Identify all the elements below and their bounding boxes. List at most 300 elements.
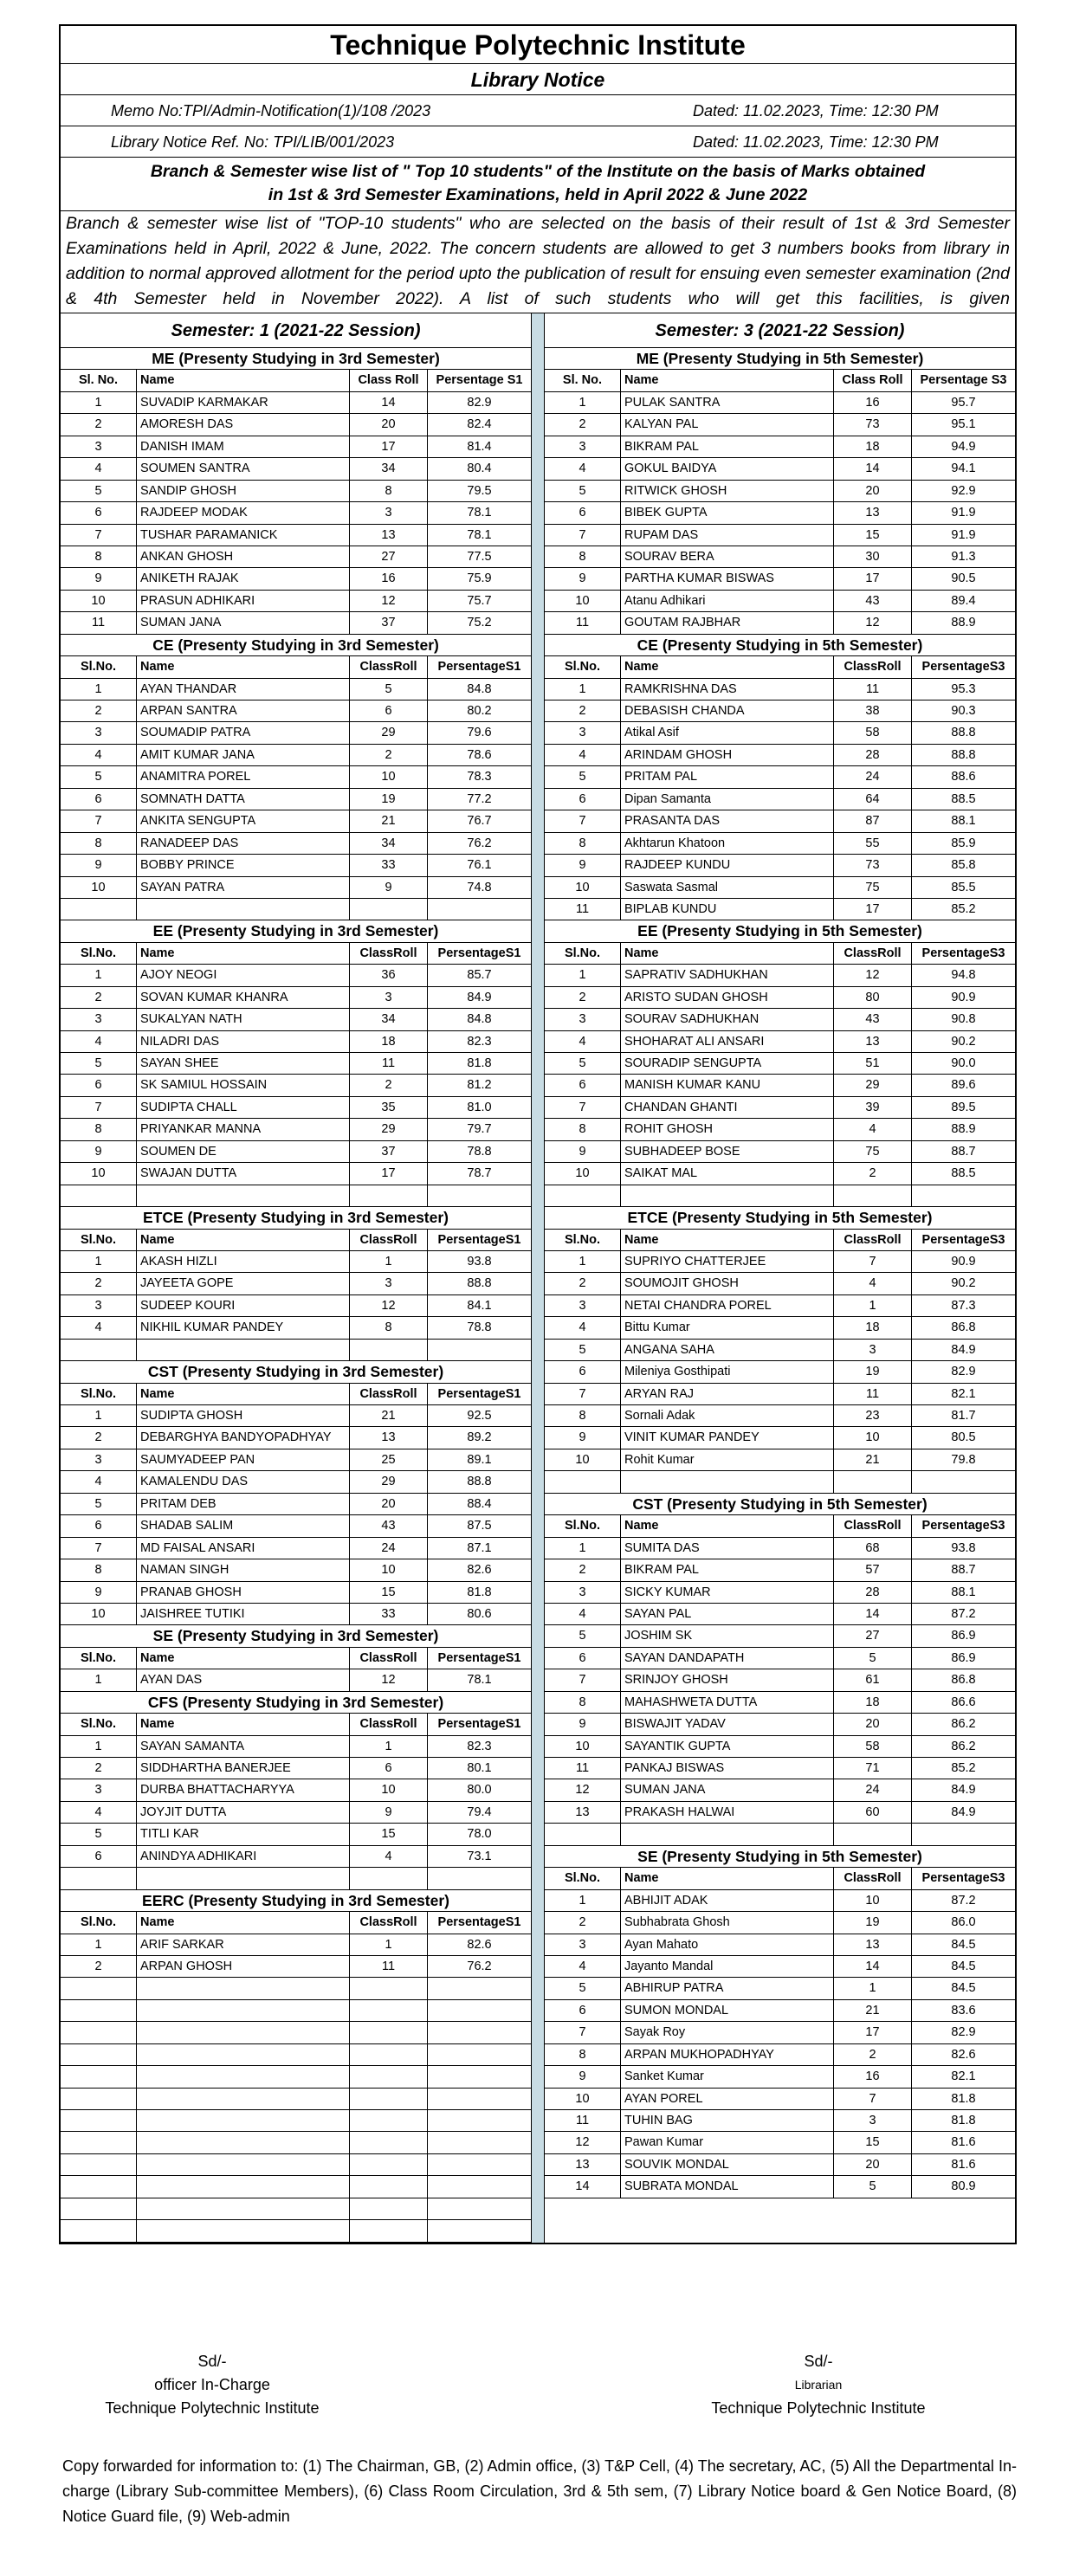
- serial-cell: 3: [545, 1582, 621, 1603]
- serial-cell: 2: [61, 1427, 137, 1448]
- branch-section-title: [545, 920, 1015, 942]
- table-header-row: [61, 1912, 531, 1934]
- percentage-cell: 77.5: [467, 549, 492, 564]
- ref-date: Dated: 11.02.2023, Time: 12:30 PM: [693, 133, 939, 151]
- serial-cell: 3: [61, 1449, 137, 1470]
- name-cell: JOSHIM SK: [621, 1625, 834, 1646]
- table-row: [545, 392, 1015, 414]
- class-roll-cell: 17: [834, 899, 912, 920]
- table-row: [545, 679, 1015, 700]
- serial-cell: 1: [545, 1538, 621, 1559]
- name-cell: SAUMYADEEP PAN: [137, 1449, 350, 1470]
- table-row: [545, 1163, 1015, 1185]
- percentage-cell: 84.1: [467, 1298, 492, 1313]
- serial-cell: 1: [61, 965, 137, 985]
- table-row: [545, 877, 1015, 899]
- name-cell: BOBBY PRINCE: [137, 855, 350, 875]
- percentage-cell: [428, 2089, 531, 2109]
- name-cell: Name: [621, 370, 834, 391]
- serial-cell: 1: [61, 1736, 137, 1757]
- class-roll-cell: 13: [834, 1934, 912, 1955]
- percentage-cell: 74.8: [467, 880, 492, 894]
- table-header-row: [545, 943, 1015, 965]
- serial-cell: 2: [61, 1273, 137, 1294]
- session-title-left: Semester: 1 (2021-22 Session): [61, 313, 531, 348]
- percentage-cell: [912, 1824, 1015, 1844]
- name-cell: SUBRATA MONDAL: [621, 2176, 834, 2197]
- serial-cell: Sl.No.: [545, 1230, 621, 1250]
- percentage-cell: 92.5: [467, 1409, 492, 1423]
- serial-cell: 1: [545, 1890, 621, 1911]
- serial-cell: Sl.No.: [545, 656, 621, 677]
- table-row: [61, 525, 531, 546]
- percentage-cell: 92.9: [951, 483, 976, 498]
- class-roll-cell: [350, 899, 428, 920]
- name-cell: Name: [621, 1230, 834, 1250]
- table-row: [61, 965, 531, 986]
- percentage-cell: 95.1: [951, 417, 976, 432]
- percentage-cell: 82.4: [467, 417, 492, 432]
- serial-cell: 9: [61, 855, 137, 875]
- name-cell: SUBHADEEP BOSE: [621, 1141, 834, 1162]
- serial-cell: 4: [61, 1031, 137, 1052]
- table-row: [545, 1075, 1015, 1096]
- table-header-row: [61, 1230, 531, 1251]
- table-row: [61, 855, 531, 876]
- class-roll-cell: 11: [350, 1956, 428, 1977]
- branch-section-title: [545, 635, 1015, 656]
- class-roll-cell: [350, 1868, 428, 1888]
- class-roll-cell: 51: [834, 1053, 912, 1074]
- class-roll-cell: ClassRoll: [350, 1230, 428, 1250]
- percentage-cell: 84.9: [467, 990, 492, 1004]
- name-cell: Atanu Adhikari: [621, 591, 834, 611]
- name-cell: CHANDAN GHANTI: [621, 1097, 834, 1118]
- percentage-cell: 81.8: [951, 2091, 976, 2106]
- class-roll-cell: 6: [350, 1758, 428, 1779]
- serial-cell: 10: [61, 877, 137, 898]
- class-roll-cell: 5: [350, 679, 428, 700]
- percentage-cell: 82.9: [467, 395, 492, 410]
- name-cell: Name: [137, 1384, 350, 1404]
- table-row: [61, 612, 531, 634]
- class-roll-cell: 36: [350, 965, 428, 985]
- serial-cell: Sl.No.: [61, 943, 137, 964]
- percentage-cell: 84.5: [951, 1959, 976, 1973]
- name-cell: SOUMEN DE: [137, 1141, 350, 1162]
- table-row: [545, 525, 1015, 546]
- class-roll-cell: 57: [834, 1559, 912, 1580]
- class-roll-cell: 39: [834, 1097, 912, 1118]
- percentage-cell: [428, 2044, 531, 2065]
- table-row: [545, 833, 1015, 855]
- class-roll-cell: ClassRoll: [350, 1648, 428, 1669]
- percentage-cell: 83.6: [951, 2003, 976, 2018]
- branch-section-label: SE (Presenty Studying in 3rd Semester): [152, 1627, 439, 1645]
- serial-cell: 3: [545, 722, 621, 743]
- percentage-cell: [428, 2154, 531, 2175]
- percentage-cell: 87.1: [467, 1540, 492, 1555]
- percentage-cell: 78.8: [467, 1144, 492, 1159]
- name-cell: PRASANTA DAS: [621, 810, 834, 831]
- percentage-cell: 87.3: [951, 1298, 976, 1313]
- table-row: [545, 414, 1015, 436]
- name-cell: AMIT KUMAR JANA: [137, 745, 350, 765]
- percentage-cell: 88.8: [467, 1276, 492, 1291]
- percentage-cell: 76.7: [467, 814, 492, 829]
- table-row: [61, 722, 531, 744]
- serial-cell: 10: [61, 1163, 137, 1184]
- percentage-cell: 82.6: [467, 1937, 492, 1952]
- percentage-cell: Persentage S3: [920, 373, 1007, 388]
- name-cell: TITLI KAR: [137, 1824, 350, 1844]
- serial-cell: 7: [61, 1097, 137, 1118]
- name-cell: SUMITA DAS: [621, 1538, 834, 1559]
- class-roll-cell: 13: [834, 502, 912, 523]
- class-roll-cell: 34: [350, 1009, 428, 1030]
- class-roll-cell: 43: [834, 591, 912, 611]
- table-row: [545, 1625, 1015, 1647]
- serial-cell: 2: [545, 1559, 621, 1580]
- serial-cell: Sl.No.: [61, 1714, 137, 1734]
- class-roll-cell: 58: [834, 1736, 912, 1757]
- name-cell: SAPRATIV SADHUKHAN: [621, 965, 834, 985]
- percentage-cell: 88.4: [467, 1496, 492, 1511]
- percentage-cell: 90.5: [951, 571, 976, 586]
- name-cell: RAMKRISHNA DAS: [621, 679, 834, 700]
- class-roll-cell: 2: [350, 745, 428, 765]
- serial-cell: 3: [545, 1295, 621, 1316]
- name-cell: [137, 2198, 350, 2219]
- table-row: [61, 2154, 531, 2176]
- librarian-signature: [684, 2350, 953, 2420]
- table-row: [61, 1141, 531, 1163]
- table-row: [61, 1736, 531, 1758]
- class-roll-cell: 14: [834, 1956, 912, 1977]
- library-notice-document: [59, 24, 1017, 2244]
- name-cell: SUDIPTA CHALL: [137, 1097, 350, 1118]
- percentage-cell: 89.4: [951, 593, 976, 608]
- percentage-cell: PersentageS1: [437, 1650, 521, 1665]
- name-cell: Pawan Kumar: [621, 2132, 834, 2153]
- name-cell: SAYAN SHEE: [137, 1053, 350, 1074]
- serial-cell: [61, 2022, 137, 2043]
- percentage-cell: 94.9: [951, 439, 976, 454]
- class-roll-cell: 14: [834, 458, 912, 479]
- table-row: [545, 1559, 1015, 1581]
- table-row: [545, 766, 1015, 788]
- percentage-cell: 88.8: [951, 747, 976, 762]
- name-cell: ARIF SARKAR: [137, 1934, 350, 1955]
- name-cell: ARPAN MUKHOPADHYAY: [621, 2044, 834, 2065]
- name-cell: [137, 2022, 350, 2043]
- branch-section-title: [61, 1361, 531, 1383]
- table-row: [545, 1185, 1015, 1207]
- name-cell: Name: [137, 656, 350, 677]
- name-cell: [137, 899, 350, 920]
- table-header-row: [545, 1868, 1015, 1889]
- percentage-cell: 85.2: [951, 1761, 976, 1775]
- percentage-cell: [428, 2110, 531, 2131]
- name-cell: SHOHARAT ALI ANSARI: [621, 1031, 834, 1052]
- branch-section-label: ETCE (Presenty Studying in 3rd Semester): [143, 1209, 449, 1227]
- serial-cell: 8: [545, 1119, 621, 1140]
- table-row: [545, 1119, 1015, 1140]
- name-cell: AJOY NEOGI: [137, 965, 350, 985]
- name-cell: SAIKAT MAL: [621, 1163, 834, 1184]
- name-cell: SUDIPTA GHOSH: [137, 1405, 350, 1426]
- table-row: [545, 810, 1015, 832]
- notice-heading: [61, 158, 1015, 211]
- name-cell: Mileniya Gosthipati: [621, 1361, 834, 1382]
- percentage-cell: PersentageS3: [921, 1519, 1005, 1533]
- serial-cell: 13: [545, 2154, 621, 2175]
- serial-cell: 7: [545, 1097, 621, 1118]
- percentage-cell: [428, 1978, 531, 1998]
- class-roll-cell: 20: [350, 414, 428, 435]
- librarian-role: Librarian: [794, 2378, 843, 2392]
- name-cell: BIKRAM PAL: [621, 1559, 834, 1580]
- serial-cell: [61, 1978, 137, 1998]
- serial-cell: 5: [545, 1053, 621, 1074]
- name-cell: [137, 2154, 350, 2175]
- percentage-cell: 88.1: [951, 1585, 976, 1599]
- class-roll-cell: [350, 1978, 428, 1998]
- name-cell: [621, 1471, 834, 1492]
- name-cell: ARINDAM GHOSH: [621, 745, 834, 765]
- percentage-cell: 89.2: [467, 1430, 492, 1445]
- officer-sd: Sd/-: [197, 2353, 227, 2370]
- serial-cell: 5: [61, 1494, 137, 1514]
- serial-cell: 1: [545, 392, 621, 413]
- class-roll-cell: 5: [834, 2176, 912, 2197]
- name-cell: SUDEEP KOURI: [137, 1295, 350, 1316]
- table-row: [545, 1582, 1015, 1604]
- percentage-cell: 84.5: [951, 1981, 976, 1996]
- class-roll-cell: 11: [834, 1384, 912, 1404]
- name-cell: MANISH KUMAR KANU: [621, 1075, 834, 1095]
- name-cell: KAMALENDU DAS: [137, 1471, 350, 1492]
- serial-cell: 5: [61, 481, 137, 501]
- percentage-cell: 80.0: [467, 1783, 492, 1798]
- class-roll-cell: 80: [834, 987, 912, 1008]
- name-cell: BIKRAM PAL: [621, 436, 834, 457]
- percentage-cell: Persentage S1: [436, 373, 523, 388]
- table-row: [61, 2000, 531, 2022]
- table-header-row: [545, 370, 1015, 391]
- percentage-cell: 86.6: [951, 1695, 976, 1709]
- name-cell: SOUVIK MONDAL: [621, 2154, 834, 2175]
- class-roll-cell: 87: [834, 810, 912, 831]
- table-row: [545, 2089, 1015, 2110]
- name-cell: Subhabrata Ghosh: [621, 1912, 834, 1933]
- class-roll-cell: 3: [350, 987, 428, 1008]
- serial-cell: [61, 2176, 137, 2197]
- percentage-cell: 84.9: [951, 1804, 976, 1819]
- table-row: [545, 987, 1015, 1009]
- serial-cell: 9: [545, 2066, 621, 2087]
- class-roll-cell: Class Roll: [350, 370, 428, 391]
- table-row: [61, 2110, 531, 2132]
- table-row: [61, 1405, 531, 1427]
- percentage-cell: [428, 899, 531, 920]
- class-roll-cell: [834, 1471, 912, 1492]
- class-roll-cell: 18: [834, 1692, 912, 1713]
- table-row: [545, 700, 1015, 722]
- table-row: [545, 745, 1015, 766]
- branch-section-label: CE (Presenty Studying in 3rd Semester): [152, 636, 439, 654]
- class-roll-cell: 14: [350, 392, 428, 413]
- name-cell: DANISH IMAM: [137, 436, 350, 457]
- serial-cell: 2: [61, 414, 137, 435]
- table-row: [545, 1956, 1015, 1978]
- name-cell: PARTHA KUMAR BISWAS: [621, 568, 834, 589]
- serial-cell: [61, 2132, 137, 2153]
- percentage-cell: 88.6: [951, 770, 976, 784]
- serial-cell: 10: [545, 1449, 621, 1470]
- table-row: [61, 789, 531, 810]
- semester1-column: [61, 313, 531, 2243]
- table-row: [61, 1185, 531, 1207]
- table-row: [61, 502, 531, 524]
- percentage-cell: 87.5: [467, 1519, 492, 1533]
- class-roll-cell: 73: [834, 414, 912, 435]
- serial-cell: 8: [545, 546, 621, 567]
- class-roll-cell: 18: [834, 1317, 912, 1338]
- name-cell: ANKAN GHOSH: [137, 546, 350, 567]
- name-cell: [621, 1185, 834, 1206]
- class-roll-cell: 16: [350, 568, 428, 589]
- percentage-cell: 89.5: [951, 1100, 976, 1114]
- table-row: [545, 591, 1015, 612]
- name-cell: SOURAV SADHUKHAN: [621, 1009, 834, 1030]
- percentage-cell: 82.1: [951, 2069, 976, 2084]
- serial-cell: 11: [545, 2110, 621, 2131]
- class-roll-cell: 29: [834, 1075, 912, 1095]
- name-cell: BIBEK GUPTA: [621, 502, 834, 523]
- table-row: [545, 1009, 1015, 1030]
- percentage-cell: [428, 1340, 531, 1360]
- class-roll-cell: 29: [350, 722, 428, 743]
- class-roll-cell: 73: [834, 855, 912, 875]
- class-roll-cell: [350, 2000, 428, 2021]
- serial-cell: 8: [545, 1692, 621, 1713]
- serial-cell: 6: [545, 1075, 621, 1095]
- serial-cell: 3: [545, 436, 621, 457]
- branch-section-label: CFS (Presenty Studying in 3rd Semester): [147, 1693, 444, 1711]
- percentage-cell: 86.8: [951, 1673, 976, 1688]
- percentage-cell: 86.9: [951, 1629, 976, 1643]
- class-roll-cell: 28: [834, 1582, 912, 1603]
- percentage-cell: PersentageS3: [921, 660, 1005, 675]
- percentage-cell: 81.8: [951, 2114, 976, 2127]
- name-cell: SAYAN PATRA: [137, 877, 350, 898]
- name-cell: Sayak Roy: [621, 2022, 834, 2043]
- percentage-cell: 94.1: [951, 462, 976, 476]
- table-row: [545, 2176, 1015, 2198]
- class-roll-cell: [350, 2044, 428, 2065]
- name-cell: SAYANTIK GUPTA: [621, 1736, 834, 1757]
- serial-cell: 8: [61, 1559, 137, 1580]
- name-cell: SANDIP GHOSH: [137, 481, 350, 501]
- name-cell: SOUMADIP PATRA: [137, 722, 350, 743]
- name-cell: Name: [621, 656, 834, 677]
- table-row: [61, 1097, 531, 1119]
- table-row: [61, 1559, 531, 1581]
- table-row: [545, 1053, 1015, 1075]
- serial-cell: 5: [545, 1625, 621, 1646]
- class-roll-cell: 19: [350, 789, 428, 810]
- name-cell: GOUTAM RAJBHAR: [621, 612, 834, 633]
- name-cell: Name: [621, 943, 834, 964]
- name-cell: PRASUN ADHIKARI: [137, 591, 350, 611]
- class-roll-cell: 4: [834, 1119, 912, 1140]
- class-roll-cell: 30: [834, 546, 912, 567]
- name-cell: Saswata Sasmal: [621, 877, 834, 898]
- percentage-cell: 82.9: [951, 2025, 976, 2040]
- table-row: [545, 1779, 1015, 1801]
- name-cell: SOURAV BERA: [621, 546, 834, 567]
- class-roll-cell: 20: [834, 1714, 912, 1734]
- table-row: [545, 1471, 1015, 1493]
- class-roll-cell: 37: [350, 1141, 428, 1162]
- class-roll-cell: 71: [834, 1758, 912, 1779]
- percentage-cell: 81.4: [467, 439, 492, 454]
- table-row: [61, 1582, 531, 1604]
- table-row: [545, 1604, 1015, 1625]
- name-cell: SUMAN JANA: [621, 1779, 834, 1800]
- serial-cell: 7: [61, 525, 137, 546]
- serial-cell: 7: [545, 810, 621, 831]
- name-cell: [137, 2000, 350, 2021]
- name-cell: PRANAB GHOSH: [137, 1582, 350, 1603]
- class-roll-cell: 21: [350, 810, 428, 831]
- serial-cell: Sl.No.: [61, 1230, 137, 1250]
- serial-cell: 12: [545, 2132, 621, 2153]
- name-cell: [137, 1868, 350, 1888]
- serial-cell: 4: [545, 1031, 621, 1052]
- table-header-row: [61, 1384, 531, 1405]
- percentage-cell: PersentageS3: [921, 946, 1005, 960]
- name-cell: DEBASISH CHANDA: [621, 700, 834, 721]
- branch-section-title: [61, 1890, 531, 1912]
- name-cell: Rohit Kumar: [621, 1449, 834, 1470]
- name-cell: SOVAN KUMAR KHANRA: [137, 987, 350, 1008]
- percentage-cell: 79.6: [467, 726, 492, 740]
- name-cell: Name: [621, 1868, 834, 1888]
- table-row: [61, 568, 531, 590]
- table-row: [545, 1031, 1015, 1053]
- table-row: [61, 2089, 531, 2110]
- percentage-cell: 84.8: [467, 681, 492, 696]
- class-roll-cell: 4: [834, 1273, 912, 1294]
- serial-cell: 11: [545, 1758, 621, 1779]
- table-row: [61, 392, 531, 414]
- serial-cell: 11: [61, 612, 137, 633]
- name-cell: PRIYANKAR MANNA: [137, 1119, 350, 1140]
- class-roll-cell: 10: [834, 1890, 912, 1911]
- serial-cell: [61, 899, 137, 920]
- name-cell: VINIT KUMAR PANDEY: [621, 1427, 834, 1448]
- serial-cell: 5: [545, 481, 621, 501]
- percentage-cell: 78.6: [467, 747, 492, 762]
- percentage-cell: 85.5: [951, 880, 976, 894]
- name-cell: SIDDHARTHA BANERJEE: [137, 1758, 350, 1779]
- percentage-cell: 80.9: [951, 2179, 976, 2194]
- name-cell: [137, 1340, 350, 1360]
- percentage-cell: 90.9: [951, 1254, 976, 1269]
- name-cell: RITWICK GHOSH: [621, 481, 834, 501]
